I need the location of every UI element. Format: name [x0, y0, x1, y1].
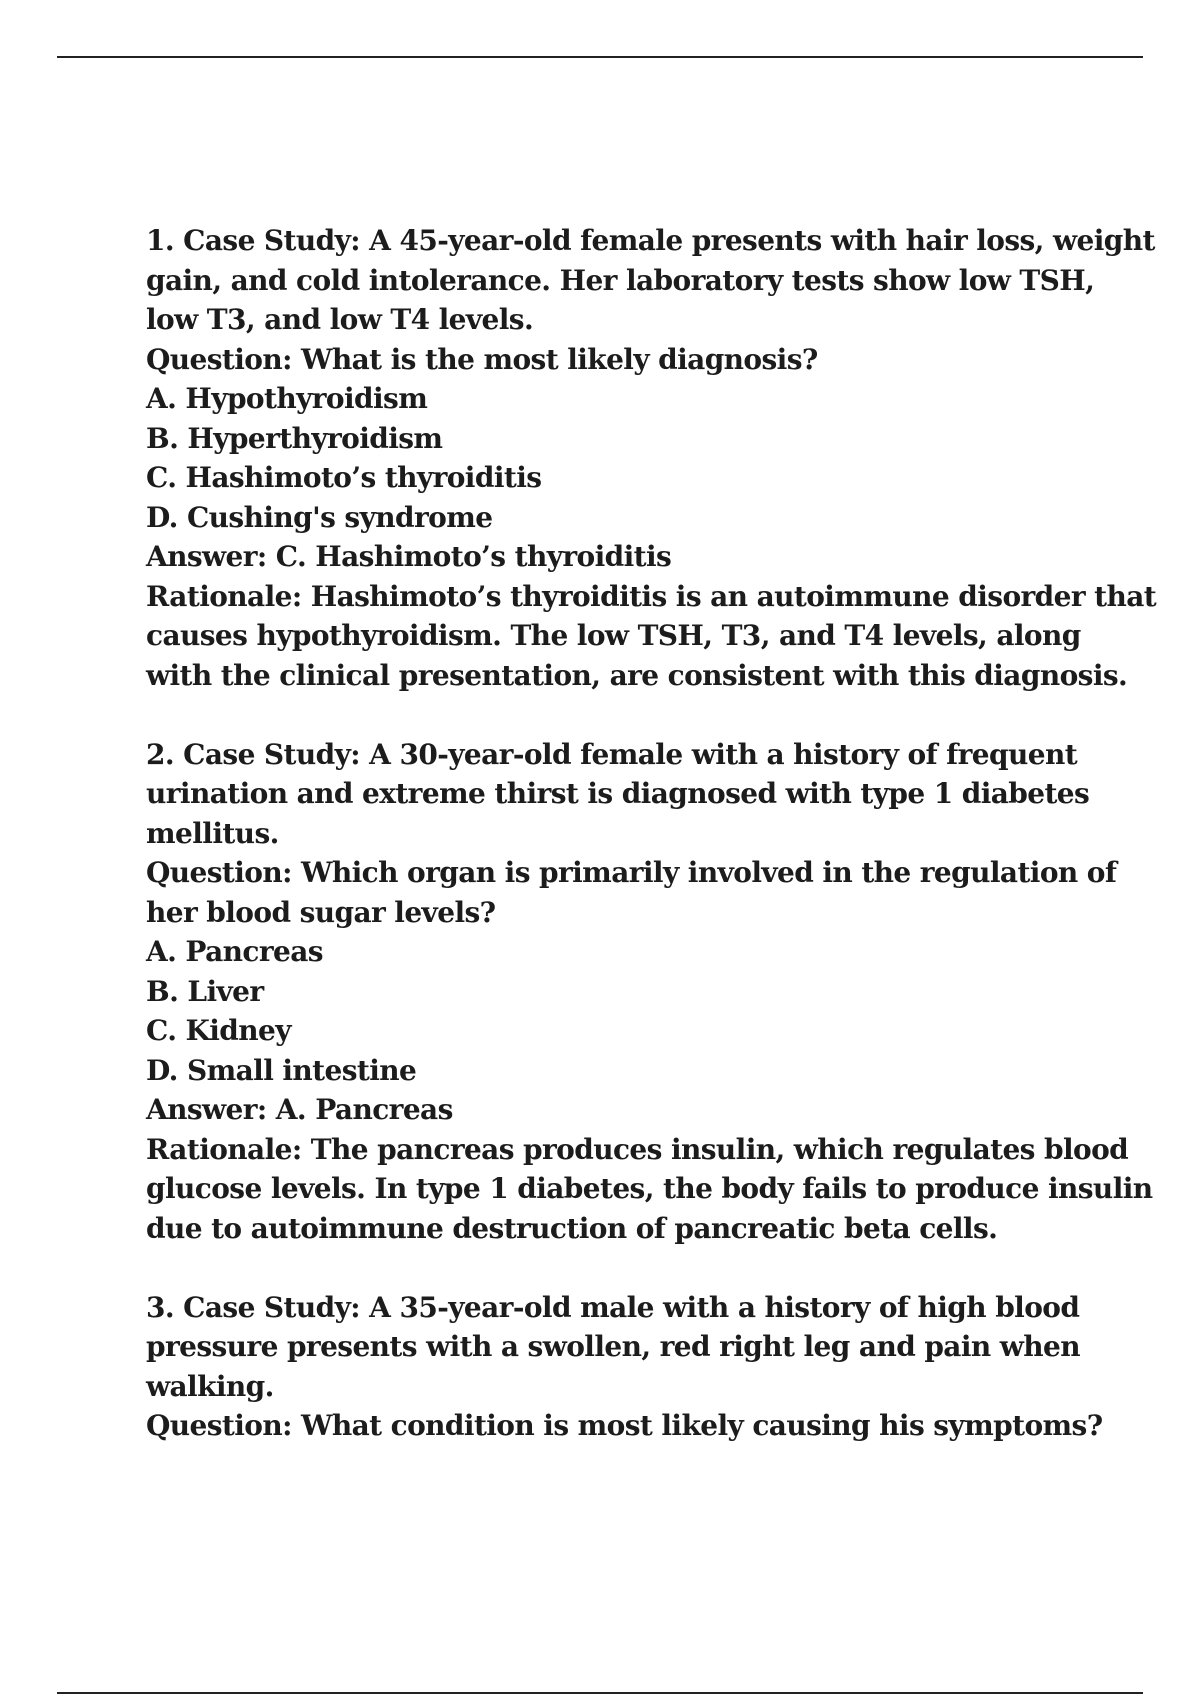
question-block-1: [146, 221, 1157, 695]
option-c: C. Hashimoto’s thyroiditis: [146, 461, 542, 494]
rationale-line: due to autoimmune destruction of pancreatic beta cells.: [146, 1211, 998, 1245]
case-study-line: walking.: [146, 1369, 274, 1403]
rationale-line: glucose levels. In type 1 diabetes, the body fails to produce insulin: [146, 1172, 1153, 1205]
option-c: C. Kidney: [146, 1014, 291, 1047]
rationale-line: Rationale: The pancreas produces insulin, which regulates blood: [146, 1132, 1129, 1166]
bottom-rule: [57, 1692, 1143, 1694]
case-study-line: urination and extreme thirst is diagnosed with type 1 diabetes: [146, 777, 1090, 810]
question-line: Question: What is the most likely diagnosis?: [146, 342, 818, 376]
question-line: her blood sugar levels?: [146, 895, 496, 929]
top-rule: [57, 56, 1143, 58]
case-study-line: 3. Case Study: A 35-year-old male with a history of high blood: [146, 1290, 1080, 1324]
case-study-line: mellitus.: [146, 816, 279, 850]
answer-line: Answer: A. Pancreas: [146, 1093, 453, 1126]
option-b: B. Hyperthyroidism: [146, 421, 443, 455]
answer-line: Answer: C. Hashimoto’s thyroiditis: [146, 540, 672, 573]
rationale-line: with the clinical presentation, are consistent with this diagnosis.: [146, 658, 1128, 692]
option-a: A. Hypothyroidism: [146, 382, 428, 415]
option-b: B. Liver: [146, 974, 264, 1008]
case-study-line: pressure presents with a swollen, red right leg and pain when: [146, 1330, 1081, 1363]
question-block-3: [146, 1288, 1103, 1446]
option-a: A. Pancreas: [146, 935, 323, 968]
case-study-line: low T3, and low T4 levels.: [146, 303, 534, 336]
option-d: D. Small intestine: [146, 1053, 417, 1087]
document-body: [146, 221, 1157, 1446]
case-study-line: 1. Case Study: A 45-year-old female presents with hair loss, weight: [146, 224, 1155, 257]
question-block-2: [146, 735, 1153, 1249]
question-line: Question: Which organ is primarily involved in the regulation of: [146, 856, 1117, 889]
rationale-line: causes hypothyroidism. The low TSH, T3, and T4 levels, along: [146, 619, 1081, 652]
option-d: D. Cushing's syndrome: [146, 500, 493, 534]
question-line: Question: What condition is most likely causing his symptoms?: [146, 1409, 1103, 1442]
rationale-line: Rationale: Hashimoto’s thyroiditis is an autoimmune disorder that: [146, 579, 1157, 613]
case-study-line: gain, and cold intolerance. Her laboratory tests show low TSH,: [146, 263, 1095, 297]
case-study-line: 2. Case Study: A 30-year-old female with a history of frequent: [146, 737, 1078, 771]
